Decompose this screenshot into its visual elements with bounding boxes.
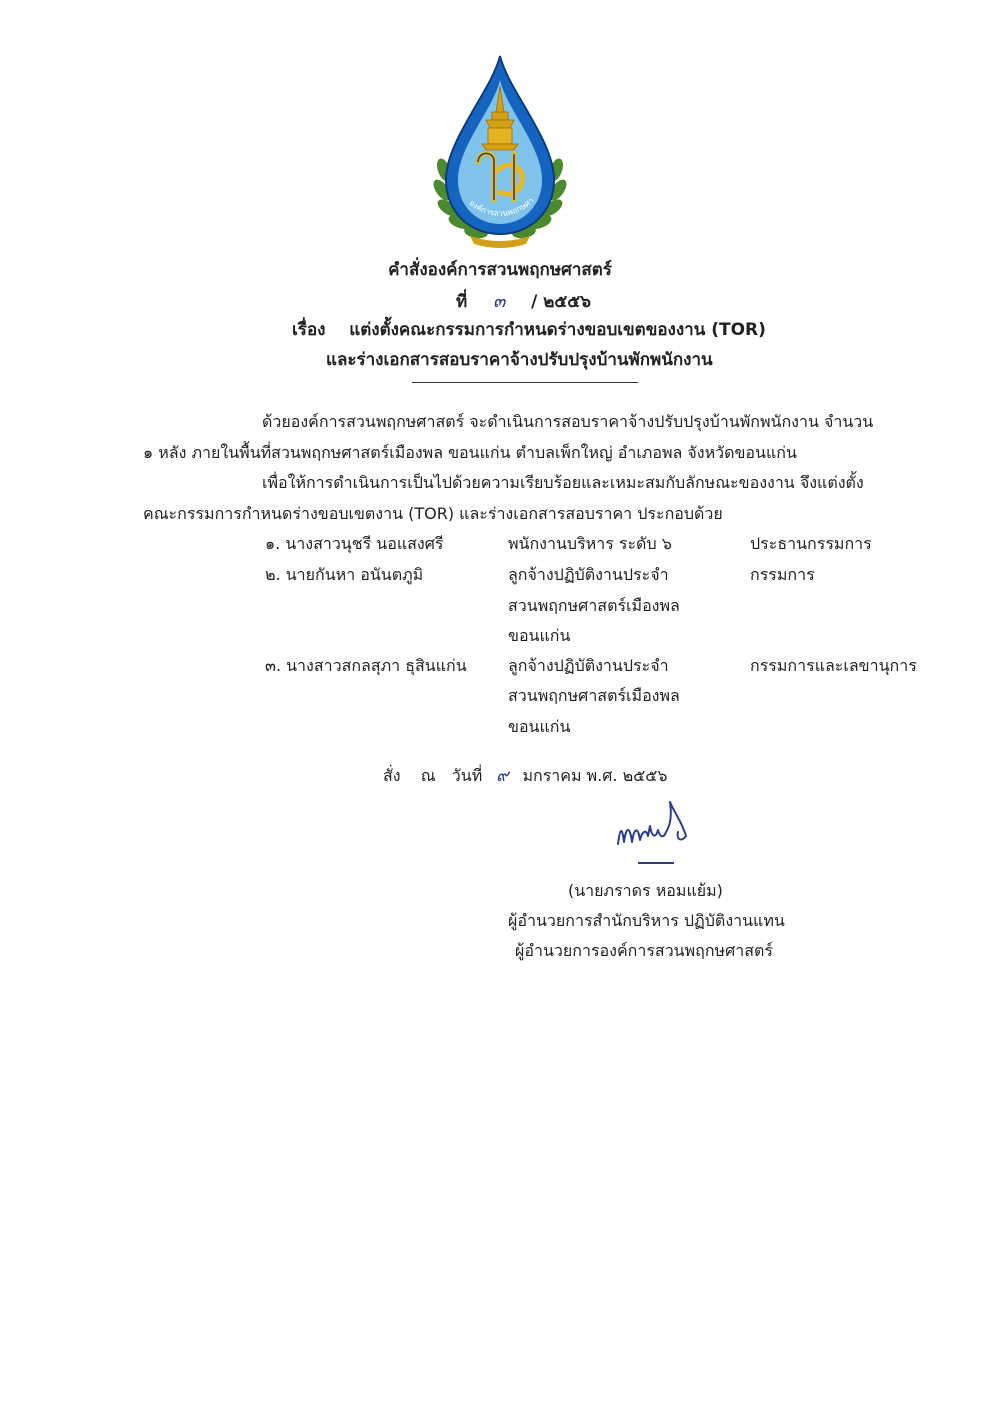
member-3-position-line-1: ลูกจ้างปฏิบัติงานประจำ xyxy=(508,656,669,675)
member-2-position-line-3: ขอนแก่น xyxy=(508,626,571,645)
date-day-value: ๙ xyxy=(496,766,509,786)
order-number xyxy=(456,286,591,315)
order-number-value: ๓ xyxy=(492,291,506,312)
botanical-emblem-icon xyxy=(430,50,570,250)
member-3-name: ๓. นางสาวสกลสุภา ธุสินแก่น xyxy=(265,656,467,675)
document-title: คำสั่งองค์การสวนพฤกษศาสตร์ xyxy=(388,260,612,280)
subject-text: แต่งตั้งคณะกรรมการกำหนดร่างขอบเขตของงาน (TOR) xyxy=(349,320,766,340)
date-month-year: มกราคม พ.ศ. ๒๕๕๖ xyxy=(522,766,668,785)
subject-label: เรื่อง xyxy=(292,320,326,340)
date-na: ณ xyxy=(420,766,436,785)
member-2-name: ๒. นายกันหา อนันตภูมิ xyxy=(265,565,424,584)
logo-ring-text: องค์การสวนพฤกษศา xyxy=(467,196,536,219)
paragraph-1-line-1: ด้วยองค์การสวนพฤกษศาสตร์ จะดำเนินการสอบราคาจ้างปรับปรุงบ้านพักพนักงาน จำนวน xyxy=(262,412,874,431)
subject-line-1 xyxy=(292,316,766,343)
date-day-label: วันที่ xyxy=(451,766,483,785)
member-2-role: กรรมการ xyxy=(750,565,815,584)
order-date xyxy=(383,762,667,789)
signature-underline xyxy=(638,862,674,864)
subject-line-2: และร่างเอกสารสอบราคาจ้างปรับปรุงบ้านพักพนักงาน xyxy=(326,350,713,370)
member-3-position-line-3: ขอนแก่น xyxy=(508,717,571,736)
order-number-suffix: / ๒๕๕๖ xyxy=(531,292,591,312)
title-divider xyxy=(412,382,638,383)
order-number-prefix: ที่ xyxy=(456,292,468,312)
signatory-title-line-1: ผู้อำนวยการสำนักบริหาร ปฏิบัติงานแทน xyxy=(508,911,785,930)
signature-icon xyxy=(612,792,702,852)
paragraph-2-line-2: คณะกรรมการกำหนดร่างขอบเขตงาน (TOR) และร่างเอกสารสอบราคา ประกอบด้วย xyxy=(143,504,723,523)
member-2-position-line-2: สวนพฤกษศาสตร์เมืองพล xyxy=(508,596,680,615)
signatory-name: (นายภราดร หอมแย้ม) xyxy=(568,881,723,900)
organization-logo xyxy=(430,50,570,250)
member-2-position-line-1: ลูกจ้างปฏิบัติงานประจำ xyxy=(508,565,669,584)
signatory-title-line-2: ผู้อำนวยการองค์การสวนพฤกษศาสตร์ xyxy=(515,941,773,960)
date-prefix: สั่ง xyxy=(383,766,401,785)
handwritten-signature xyxy=(612,792,702,852)
member-1-position: พนักงานบริหาร ระดับ ๖ xyxy=(508,534,672,553)
paragraph-2-line-1: เพื่อให้การดำเนินการเป็นไปด้วยความเรียบร้อยและเหมะสมกับลักษณะของงาน จึงแต่งตั้ง xyxy=(262,473,864,492)
paragraph-1-line-2: ๑ หลัง ภายในพื้นที่สวนพฤกษศาสตร์เมืองพล ขอนแก่น ตำบลเพ็กใหญ่ อำเภอพล จังหวัดขอนแก่น xyxy=(143,443,797,462)
member-3-role: กรรมการและเลขานุการ xyxy=(750,656,917,675)
member-1-name: ๑. นางสาวนุชรี นอแสงศรี xyxy=(265,534,444,553)
member-3-position-line-2: สวนพฤกษศาสตร์เมืองพล xyxy=(508,686,680,705)
member-1-role: ประธานกรรมการ xyxy=(750,534,872,553)
